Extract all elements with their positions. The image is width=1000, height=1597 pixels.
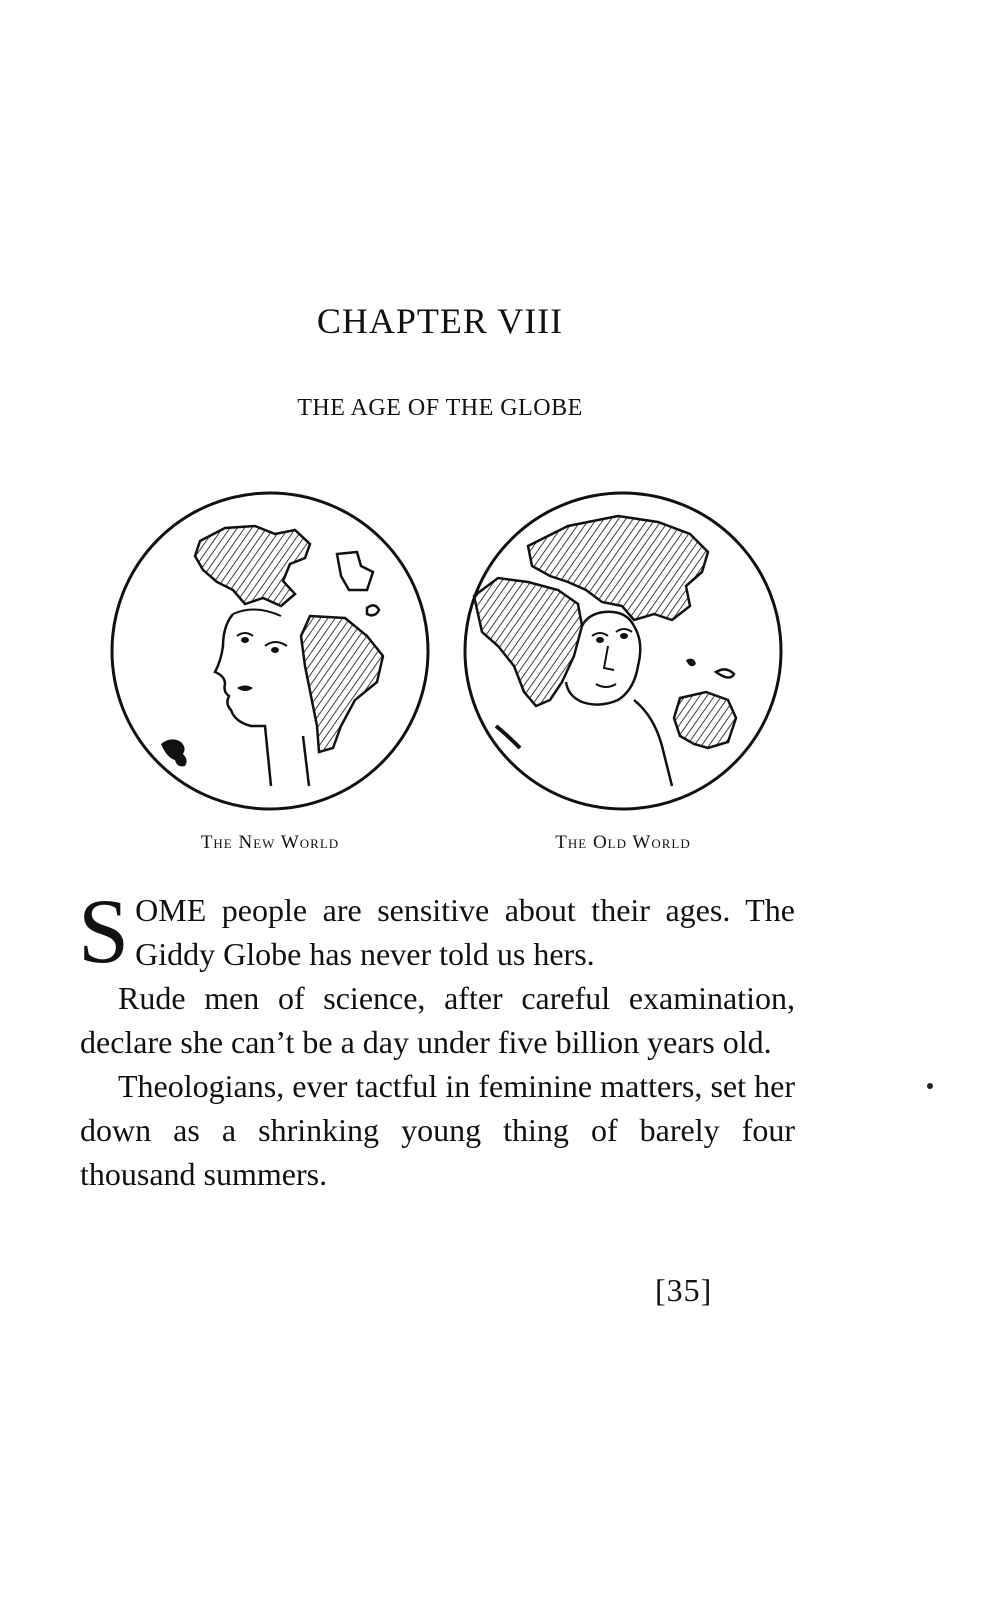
chapter-title: THE AGE OF THE GLOBE	[297, 395, 583, 421]
body-text	[78, 880, 795, 1196]
paragraph-2: Rude men of science, after careful examination, declare she can’t be a day under five billion years old.	[80, 980, 795, 1060]
chapter-heading: CHAPTER VIII	[316, 301, 564, 341]
old-world-illustration	[458, 486, 788, 816]
new-world-illustration	[105, 486, 435, 816]
paragraph-1	[78, 880, 795, 982]
paragraph-1-text: OME people are sensitive about their ages. The Giddy Globe has never told us hers.	[135, 892, 795, 972]
paragraph-3: Theologians, ever tactful in feminine matters, set her down as a shrinking young thing of barely four thousand summers.	[80, 1068, 795, 1192]
new-world-caption: The New World	[200, 832, 340, 853]
drop-cap: S	[78, 880, 130, 982]
scan-speck	[927, 1083, 933, 1089]
old-world-caption: The Old World	[555, 832, 691, 853]
page-number: [35]	[655, 1272, 713, 1308]
